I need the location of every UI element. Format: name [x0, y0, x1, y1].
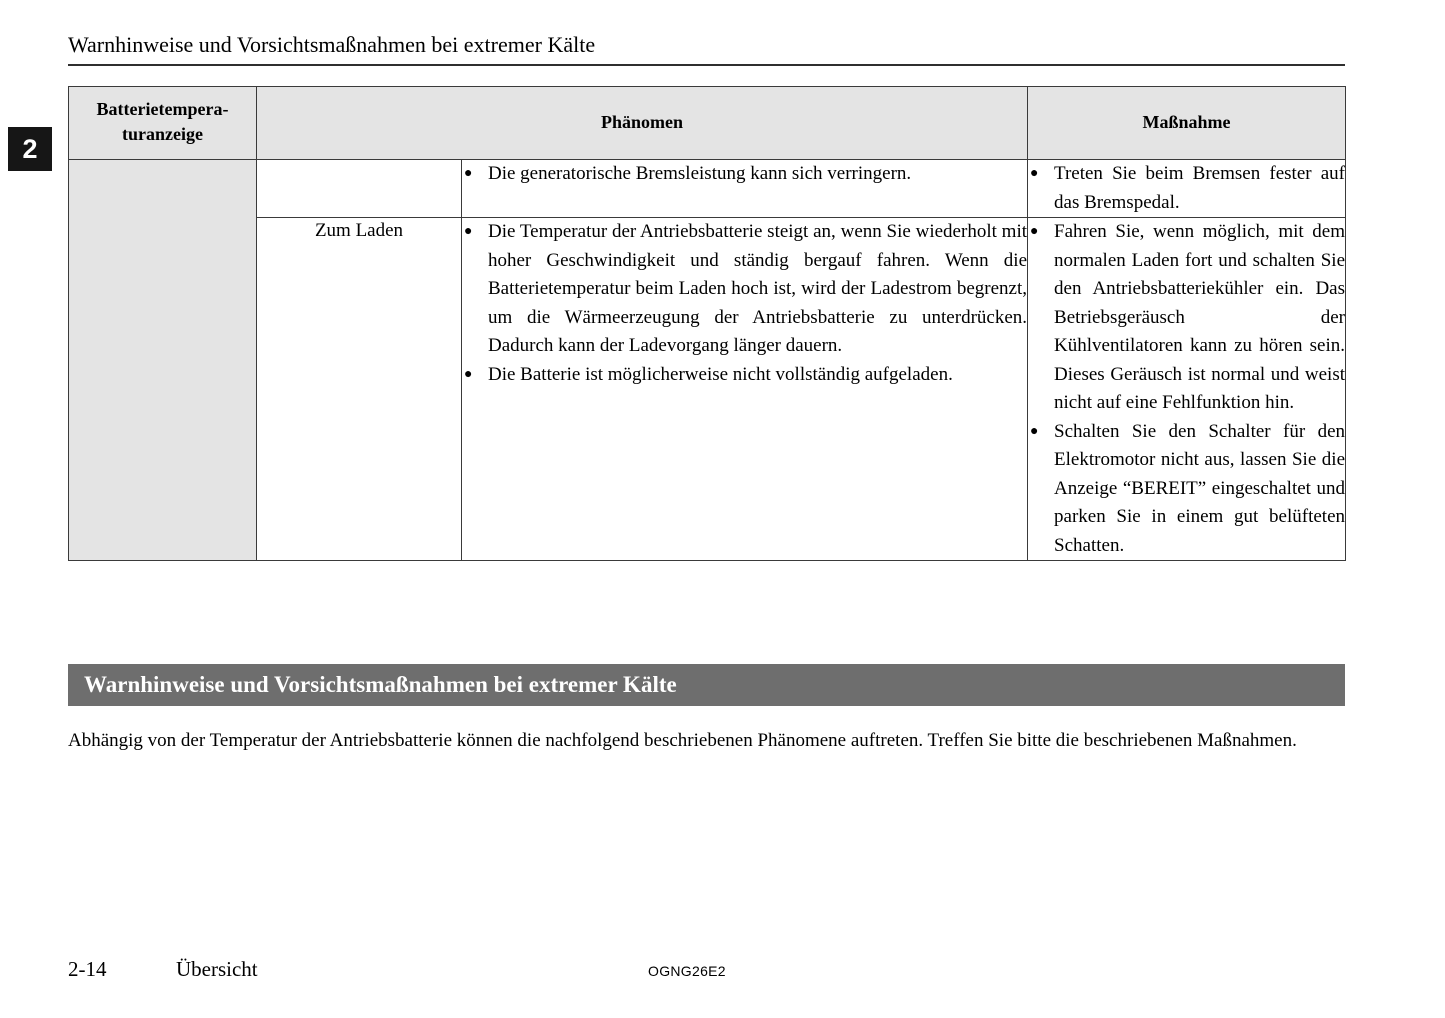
header-rule: [68, 64, 1345, 66]
cell-state-zum-laden: Zum Laden: [257, 218, 462, 561]
list-item: ● Die Temperatur der Antriebsbatterie steigt an, wenn Sie wiederholt mit hoher Geschwindigkeit und ständig bergauf fahren. Wenn die Batterietemperatur beim Laden hoch ist, wird der Ladestrom begrenzt, um die Wärmeerzeugung der Antriebsbatterie zu unterdrücken. Dadurch kann der Ladevorgang länger dauern.: [462, 218, 1027, 361]
column-header-line-1: Batterietempera-: [96, 99, 229, 119]
footer-document-code: OGNG26E2: [648, 963, 726, 979]
cell-measure-row1: [1028, 160, 1346, 218]
phenomenon-list-row1: [462, 160, 1027, 189]
measure-list-row1: [1028, 160, 1345, 217]
cell-battery-temperature-indicator: [69, 160, 257, 561]
section-banner-title: Warnhinweise und Vorsichtsmaßnahmen bei extremer Kälte: [68, 664, 1345, 706]
phenomena-table: [68, 86, 1346, 561]
page-header: [68, 30, 1345, 66]
table-header-row: [69, 87, 1346, 160]
table-row: [69, 160, 1346, 218]
page-title: Warnhinweise und Vorsichtsmaßnahmen bei extremer Kälte: [68, 32, 596, 57]
list-item: ● Die generatorische Bremsleistung kann sich verringern.: [462, 160, 1027, 189]
footer-page-number: 2-14: [68, 957, 107, 981]
footer-section-name: Übersicht: [176, 957, 258, 981]
list-item: ● Die Batterie ist möglicherweise nicht vollständig aufgeladen.: [462, 361, 1027, 390]
list-item: ● Treten Sie beim Bremsen fester auf das Bremspedal.: [1028, 160, 1345, 217]
column-header-battery-temperature-indicator: [69, 87, 257, 160]
cell-phenomenon-row1: [462, 160, 1028, 218]
column-header-measure: Maßnahme: [1028, 87, 1346, 160]
chapter-tab-marker: 2: [8, 127, 52, 171]
list-item: ● Schalten Sie den Schalter für den Elektromotor nicht aus, lassen Sie die Anzeige “BEREIT” eingeschaltet und parken Sie in einem gut belüfteten Schatten.: [1028, 418, 1345, 561]
table-row: [69, 218, 1346, 561]
column-header-phenomenon: Phänomen: [257, 87, 1028, 160]
cell-phenomenon-row2: [462, 218, 1028, 561]
column-header-line-2: turanzeige: [122, 124, 203, 144]
cell-state-empty: [257, 160, 462, 218]
measure-list-row2: [1028, 218, 1345, 560]
page-footer: [68, 955, 1345, 985]
list-item: ● Fahren Sie, wenn möglich, mit dem normalen Laden fort und schalten Sie den Antriebsbatteriekühler ein. Das Betriebsgeräusch der Kühlventilatoren kann zu hören sein. Dieses Geräusch ist normal und weist nicht auf eine Fehlfunktion hin.: [1028, 218, 1345, 418]
phenomenon-list-row2: [462, 218, 1027, 389]
cell-measure-row2: [1028, 218, 1346, 561]
section-intro-paragraph: Abhängig von der Temperatur der Antriebsbatterie können die nachfolgend beschriebenen Phänomene auftreten. Treffen Sie bitte die beschriebenen Maßnahmen.: [68, 730, 1297, 751]
